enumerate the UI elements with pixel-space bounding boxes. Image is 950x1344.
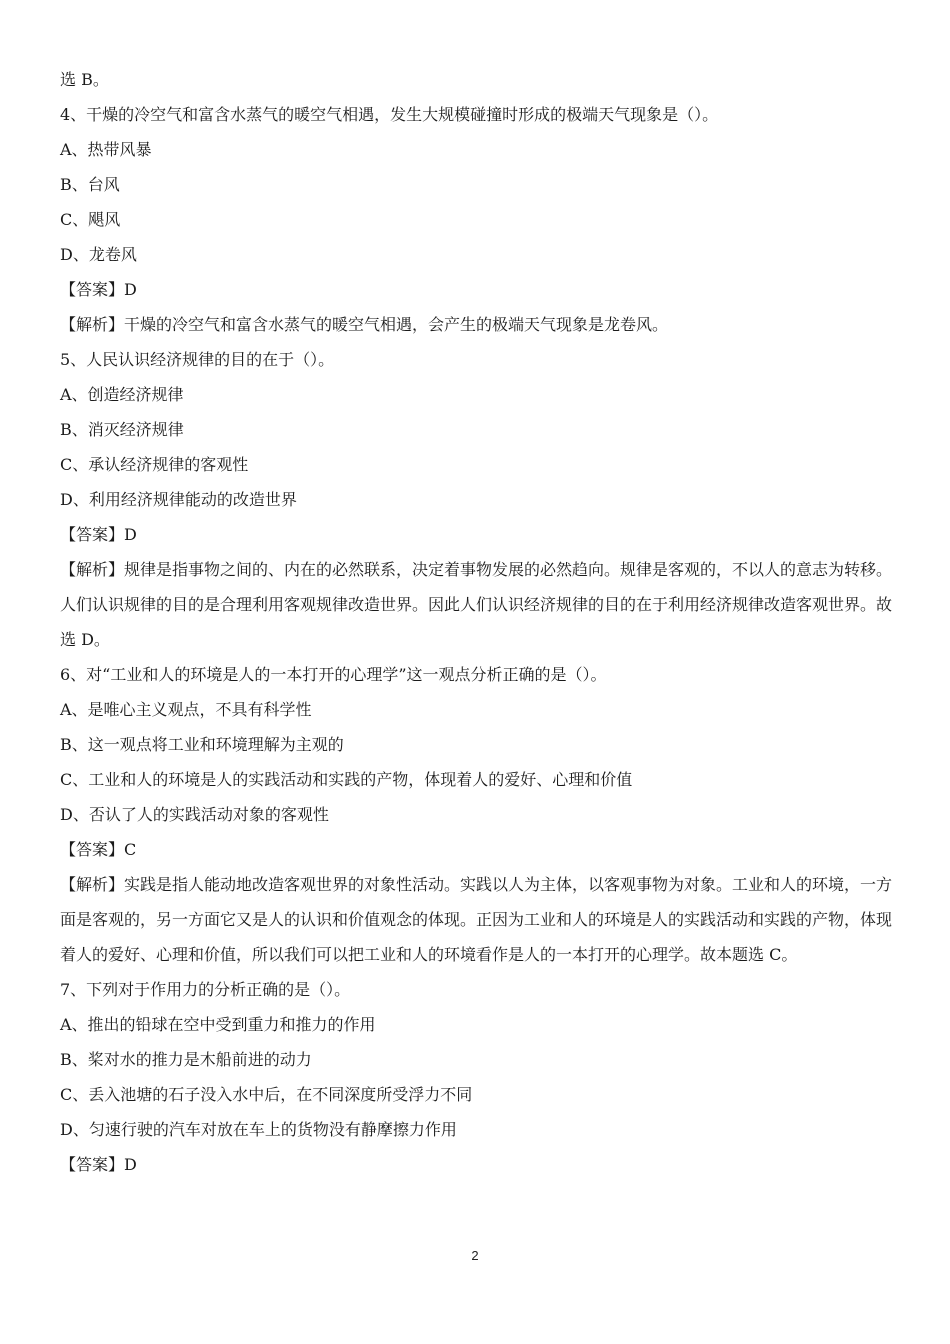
document-body xyxy=(60,62,892,1182)
question-stem: 6、对“工业和人的环境是人的一本打开的心理学”这一观点分析正确的是（）。 xyxy=(60,665,607,684)
text-line: 选 B。 xyxy=(60,70,109,89)
answer-option: A、推出的铅球在空中受到重力和推力的作用 xyxy=(60,1015,376,1034)
answer-option: D、龙卷风 xyxy=(60,245,137,264)
answer-option: A、创造经济规律 xyxy=(60,385,184,404)
question-stem: 5、人民认识经济规律的目的在于（）。 xyxy=(60,350,335,369)
analysis-paragraph: 【解析】实践是指人能动地改造客观世界的对象性活动。实践以人为主体，以客观事物为对象。工业和人的环境，一方面是客观的，另一方面它又是人的认识和价值观念的体现。正因为工业和人的环境是人的实践活动和实践的产物，体现着人的爱好、心理和价值，所以我们可以把工业和人的环境看作是人的一本打开的心理学。故本题选 C。 xyxy=(60,875,893,964)
answer-key: 【答案】D xyxy=(60,280,137,299)
answer-option: D、匀速行驶的汽车对放在车上的货物没有静摩擦力作用 xyxy=(60,1120,457,1139)
answer-option: B、这一观点将工业和环境理解为主观的 xyxy=(60,735,344,754)
answer-option: A、是唯心主义观点，不具有科学性 xyxy=(60,700,312,719)
answer-key: 【答案】D xyxy=(60,525,137,544)
question-stem: 4、干燥的冷空气和富含水蒸气的暖空气相遇，发生大规模碰撞时形成的极端天气现象是（）。 xyxy=(60,105,719,124)
answer-key: 【答案】D xyxy=(60,1155,137,1174)
answer-option: C、承认经济规律的客观性 xyxy=(60,455,249,474)
analysis-paragraph: 【解析】干燥的冷空气和富含水蒸气的暖空气相遇，会产生的极端天气现象是龙卷风。 xyxy=(60,315,669,334)
answer-option: B、消灭经济规律 xyxy=(60,420,184,439)
answer-option: B、桨对水的推力是木船前进的动力 xyxy=(60,1050,312,1069)
page-number: 2 xyxy=(471,1248,479,1263)
answer-option: C、丢入池塘的石子没入水中后，在不同深度所受浮力不同 xyxy=(60,1085,473,1104)
answer-key: 【答案】C xyxy=(60,840,137,859)
answer-option: D、否认了人的实践活动对象的客观性 xyxy=(60,805,329,824)
answer-option: D、利用经济规律能动的改造世界 xyxy=(60,490,297,509)
analysis-paragraph: 【解析】规律是指事物之间的、内在的必然联系，决定着事物发展的必然趋向。规律是客观的，不以人的意志为转移。人们认识规律的目的是合理利用客观规律改造世界。因此人们认识经济规律的目的在于利用经济规律改造客观世界。故选 D。 xyxy=(60,560,893,649)
answer-option: C、飓风 xyxy=(60,210,121,229)
answer-option: A、热带风暴 xyxy=(60,140,152,159)
answer-option: B、台风 xyxy=(60,175,120,194)
answer-option: C、工业和人的环境是人的实践活动和实践的产物，体现着人的爱好、心理和价值 xyxy=(60,770,633,789)
question-stem: 7、下列对于作用力的分析正确的是（）。 xyxy=(60,980,351,999)
